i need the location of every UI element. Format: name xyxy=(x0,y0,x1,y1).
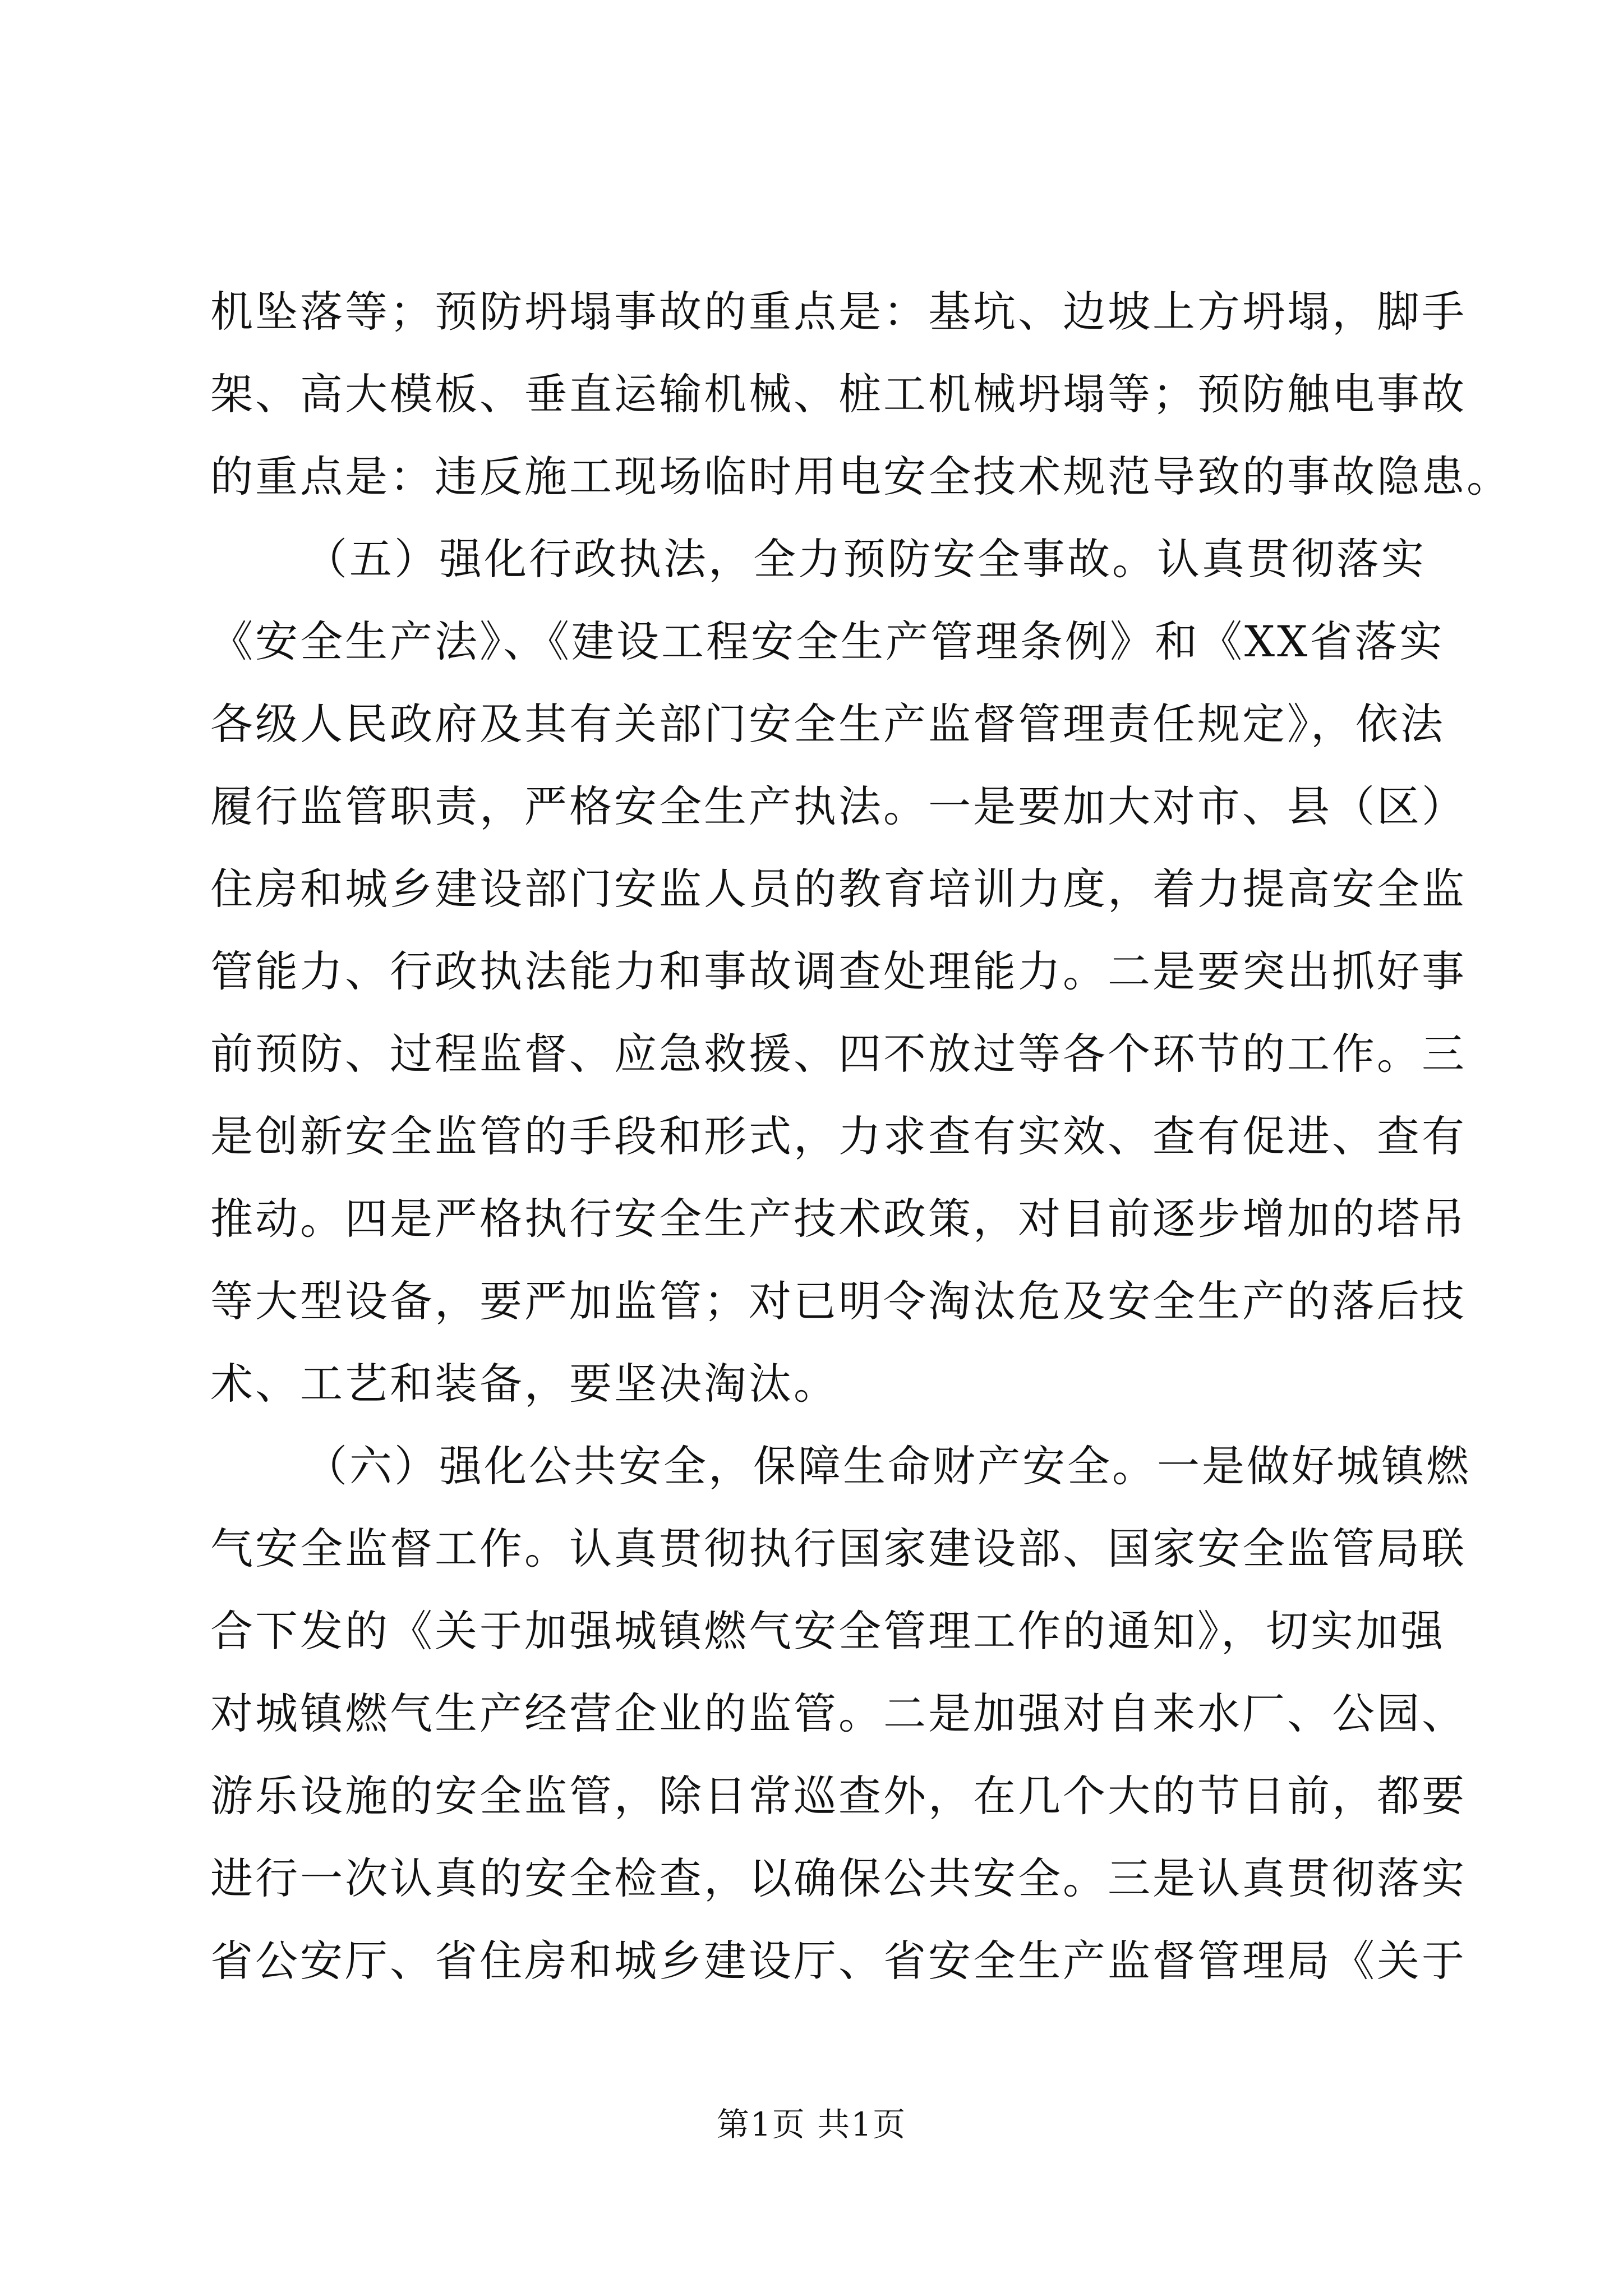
text-line: 气安全监督工作。认真贯彻执行国家建设部、国家安全监管局联 xyxy=(210,1524,1467,1573)
text-line: 架、高大模板、垂直运输机械、桩工机械坍塌等；预防触电事故 xyxy=(210,369,1467,419)
text-line: 术、工艺和装备，要坚决淘汰。 xyxy=(210,1359,838,1409)
text-line: 合下发的《关于加强城镇燃气安全管理工作的通知》，切实加强 xyxy=(210,1606,1445,1656)
text-line: 履行监管职责，严格安全生产执法。一是要加大对市、县（区） xyxy=(210,781,1467,831)
text-line: 《安全生产法》、《建设工程安全生产管理条例》和《XX省落实 xyxy=(210,616,1445,666)
section-heading-five: （五）强化行政执法，全力预防安全事故。认真贯彻落实 xyxy=(305,534,1426,584)
text-line: 各级人民政府及其有关部门安全生产监督管理责任规定》，依法 xyxy=(210,699,1445,749)
text-line: 对城镇燃气生产经营企业的监管。二是加强对自来水厂、公园、 xyxy=(210,1688,1467,1738)
text-line: 省公安厅、省住房和城乡建设厅、省安全生产监督管理局《关于 xyxy=(210,1936,1467,1986)
text-line: 推动。四是严格执行安全生产技术政策，对目前逐步增加的塔吊 xyxy=(210,1194,1467,1244)
text-line: 进行一次认真的安全检查，以确保公共安全。三是认真贯彻落实 xyxy=(210,1853,1467,1903)
text-line: 等大型设备，要严加监管；对已明令淘汰危及安全生产的落后技 xyxy=(210,1276,1467,1326)
section-heading-six: （六）强化公共安全，保障生命财产安全。一是做好城镇燃 xyxy=(305,1441,1471,1491)
page-number-label: 第1页 共1页 xyxy=(716,2105,907,2143)
body-text xyxy=(210,270,1511,2002)
text-line: 的重点是：违反施工现场临时用电安全技术规范导致的事故隐患。 xyxy=(210,452,1511,501)
text-line: 机坠落等；预防坍塌事故的重点是：基坑、边坡上方坍塌，脚手 xyxy=(210,287,1467,337)
text-line: 前预防、过程监督、应急救援、四不放过等各个环节的工作。三 xyxy=(210,1029,1467,1079)
page-footer xyxy=(0,2098,1623,2145)
text-line: 管能力、行政执法能力和事故调查处理能力。二是要突出抓好事 xyxy=(210,946,1467,996)
text-line: 游乐设施的安全监管，除日常巡查外，在几个大的节日前，都要 xyxy=(210,1771,1467,1821)
text-line: 是创新安全监管的手段和形式，力求查有实效、查有促进、查有 xyxy=(210,1111,1467,1161)
text-line: 住房和城乡建设部门安监人员的教育培训力度，着力提高安全监 xyxy=(210,864,1467,914)
